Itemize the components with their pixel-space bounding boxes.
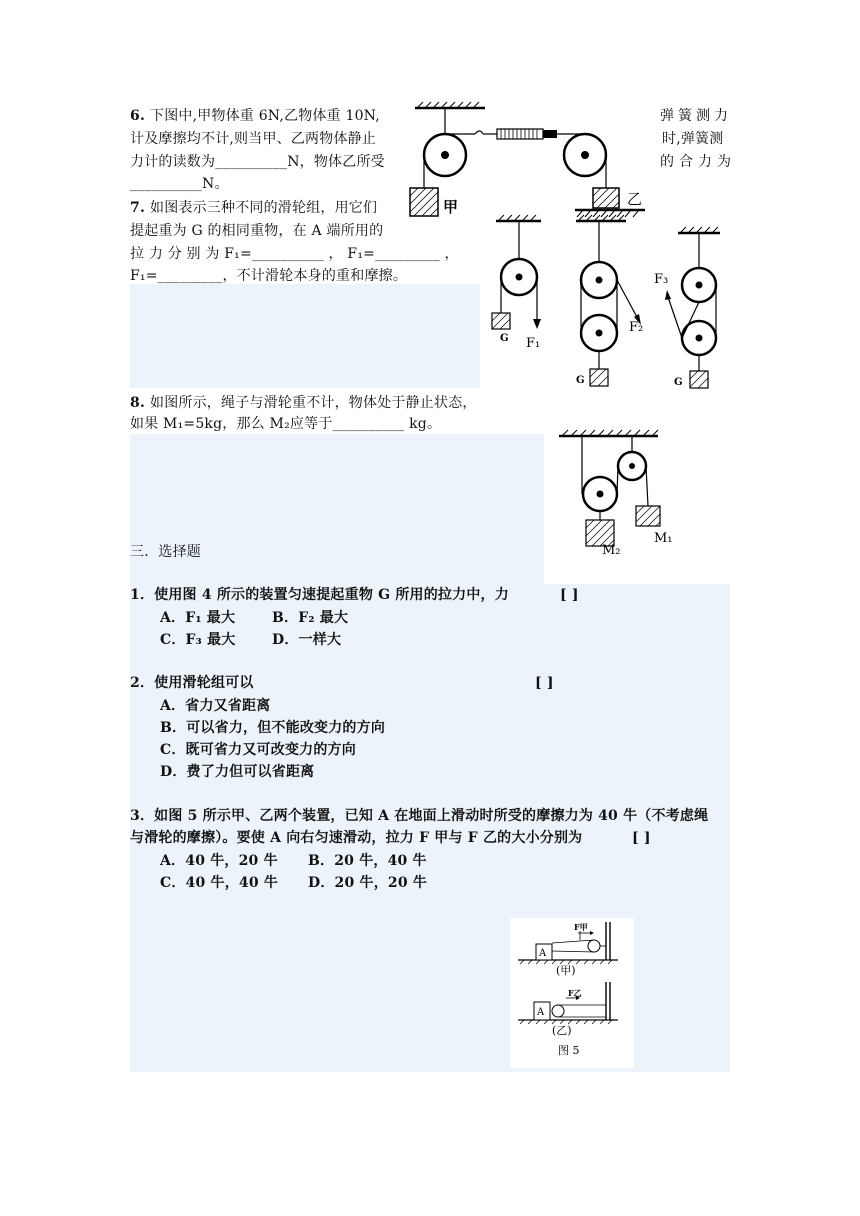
figure-q8-pulley-masses (556, 426, 673, 558)
mc2-option-d: D．费了力但可以省距离 (160, 764, 315, 780)
mc1-option-b: B．F₂ 最大 (272, 610, 349, 626)
mc2-option-c: C．既可省力又可改变力的方向 (160, 742, 356, 758)
mc3-option-a: A．40 牛，20 牛 (160, 853, 278, 869)
mc1-option-a: A．F₁ 最大 (160, 610, 236, 626)
figure-q6-pulley-spring (405, 100, 660, 220)
figure-5-friction-pulleys (510, 918, 634, 1068)
label-f2: F₂ (629, 320, 644, 335)
question-6-line2: 计及摩擦均不计,则当甲、乙两物体静止 (130, 131, 377, 147)
fig5-force-yi: F乙 (568, 988, 582, 998)
question-6-line1-right: 弹簧测力 (660, 108, 732, 124)
answer-panel-q7 (130, 284, 480, 388)
question-7-line2: 提起重为 G 的相同重物，在 A 端所用的 (130, 223, 384, 239)
fig5-caption-yi: (乙) (552, 1024, 572, 1037)
label-jia: 甲 (443, 198, 459, 216)
label-yi: 乙 (627, 190, 643, 208)
fig5-block-a-yi: A (537, 1007, 545, 1018)
fig5-force-jia: F甲 (574, 922, 588, 932)
mc2-option-b: B．可以省力，但不能改变力的方向 (160, 720, 386, 736)
question-6-line3-right: 的合力为 (660, 154, 736, 170)
question-6-line4: __________N。 (130, 176, 229, 192)
label-m1: M₁ (654, 531, 673, 546)
fig5-block-a-jia: A (539, 948, 547, 959)
mc2-bracket: [ ] (535, 675, 554, 691)
mc3-bracket: [ ] (632, 830, 651, 846)
question-8-number: 8. (130, 395, 146, 411)
fig5-caption-jia: (甲) (556, 964, 576, 977)
question-6-number: 6. (130, 108, 146, 124)
label-g-3: G (674, 377, 683, 388)
mc3-option-b: B．20 牛，40 牛 (308, 853, 427, 869)
question-8-line2: 如果 M₁=5kg，那么 M₂应等于__________ kg。 (130, 416, 442, 432)
question-8-line1: 如图所示，绳子与滑轮重不计，物体处于静止状态， (150, 395, 477, 411)
question-6-line3: 力计的读数为__________N，物体乙所受 (130, 154, 385, 170)
label-f3: F₃ (654, 272, 669, 287)
mc3-option-d: D．20 牛，20 牛 (308, 875, 428, 891)
mc1-stem: 1．使用图 4 所示的装置匀速提起重物 G 所用的拉力中，力 (130, 587, 509, 603)
mc1-bracket: [ ] (560, 587, 579, 603)
question-7-line1: 如图表示三种不同的滑轮组，用它们 (150, 200, 378, 216)
mc1-option-c: C．F₃ 最大 (160, 632, 236, 648)
question-7-line4: F₁=_________，不计滑轮本身的重和摩擦。 (130, 268, 408, 284)
label-m2: M₂ (602, 543, 621, 558)
question-7-line3: 拉 力 分 别 为 F₁=__________ ， F₁=_________ ， (130, 246, 459, 262)
question-6-line2-right: 时,弹簧测 (662, 131, 724, 147)
mc1-option-d: D．一样大 (272, 632, 342, 648)
question-7-number: 7. (130, 200, 146, 216)
figure-q7-three-pulley-systems (486, 205, 730, 395)
label-g-1: G (500, 333, 509, 344)
question-6-line1: 下图中,甲物体重 6N,乙物体重 10N, (150, 108, 380, 124)
label-f1: F₁ (526, 336, 541, 351)
fig5-caption: 图 5 (558, 1044, 580, 1057)
section-3-title: 三．选择题 (130, 544, 201, 560)
label-g-2: G (576, 375, 585, 386)
mc3-stem-line1: 3．如图 5 所示甲、乙两个装置，已知 A 在地面上滑动时所受的摩擦力为 40 牛（不考虑绳 (130, 808, 709, 824)
mc3-option-c: C．40 牛，40 牛 (160, 875, 279, 891)
mc3-stem-line2: 与滑轮的摩擦）。要使 A 向右匀速滑动，拉力 F 甲与 F 乙的大小分别为 (130, 830, 583, 846)
mc2-option-a: A．省力又省距离 (160, 698, 271, 714)
mc2-stem: 2．使用滑轮组可以 (130, 675, 254, 691)
